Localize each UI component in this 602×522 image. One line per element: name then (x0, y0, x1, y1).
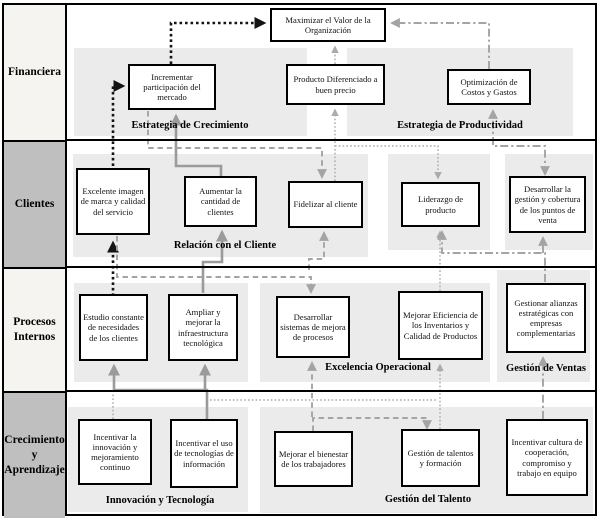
perspective-label-clientes: Clientes (4, 142, 65, 269)
objective-gestionar_alianzas: Gestionar alianzas estratégicas con empresas complementarias (506, 283, 586, 353)
perspective-label-crecimiento: Crecimiento y Aprendizaje (4, 393, 65, 518)
objective-aumentar: Aumentar la cantidad de clientes (184, 176, 257, 227)
objective-mejorar_eficiencia: Mejorar Eficiencia de los Inventarios y Calidad de Productos (398, 291, 483, 360)
objective-desarrollar_gestion: Desarrollar la gestión y cobertura de los puntos de venta (509, 176, 586, 233)
objective-producto: Producto Diferenciado a buen precio (286, 64, 385, 105)
objective-incentivar_cultura: Incentivar cultura de cooperación, compromiso y trabajo en equipo (506, 419, 588, 496)
objective-mejorar_bienestar: Mejorar el bienestar de los trabajadores (274, 431, 353, 487)
theme-label-gestion_talento: Gestión del Talento (384, 494, 472, 505)
objective-estudio: Estudio constante de necesidades de los clientes (79, 294, 148, 361)
row-divider-1 (2, 266, 597, 268)
perspective-label-procesos: Procesos Internos (4, 269, 65, 393)
objective-excelente: Excelente imagen de marca y calidad del servicio (76, 168, 150, 235)
perspective-label-financiera: Financiera (4, 5, 65, 142)
objective-fidelizar: Fidelizar al cliente (288, 181, 363, 228)
perspective-label-column (2, 3, 67, 516)
theme-label-estrategia_productividad: Estrategia de Productividad (397, 120, 523, 131)
objective-optimizacion: Optimización de Costos y Gastos (447, 69, 531, 105)
objective-gestion_talentos: Gestión de talentos y formación (401, 429, 480, 487)
theme-label-excelencia_operacional: Excelencia Operacional (325, 362, 431, 373)
row-divider-2 (2, 390, 597, 392)
objective-incentivar_uso: Incentivar el uso de tecnologías de información (170, 419, 238, 488)
objective-incrementar: Incrementar participación del mercado (128, 64, 216, 110)
theme-label-relacion_cliente: Relación con el Cliente (173, 240, 277, 251)
objective-desarrollar_sistemas: Desarrollar sistemas de mejora de procesos (276, 296, 350, 358)
objective-ampliar: Ampliar y mejorar la infraestructura tecnológica (168, 294, 238, 361)
theme-label-innovacion_tecnologia: Innovación y Tecnología (105, 495, 215, 506)
theme-label-gestion_ventas: Gestión de Ventas (506, 363, 586, 374)
objective-maximizar: Maximizar el Valor de la Organización (270, 8, 386, 42)
objective-incentivar_innovacion: Incentivar la innovación y mejoramiento continuo (78, 419, 152, 485)
row-divider-0 (2, 139, 597, 141)
theme-label-estrategia_crecimiento: Estrategia de Crecimiento (131, 120, 249, 131)
objective-liderazgo: Liderazgo de producto (401, 182, 480, 227)
